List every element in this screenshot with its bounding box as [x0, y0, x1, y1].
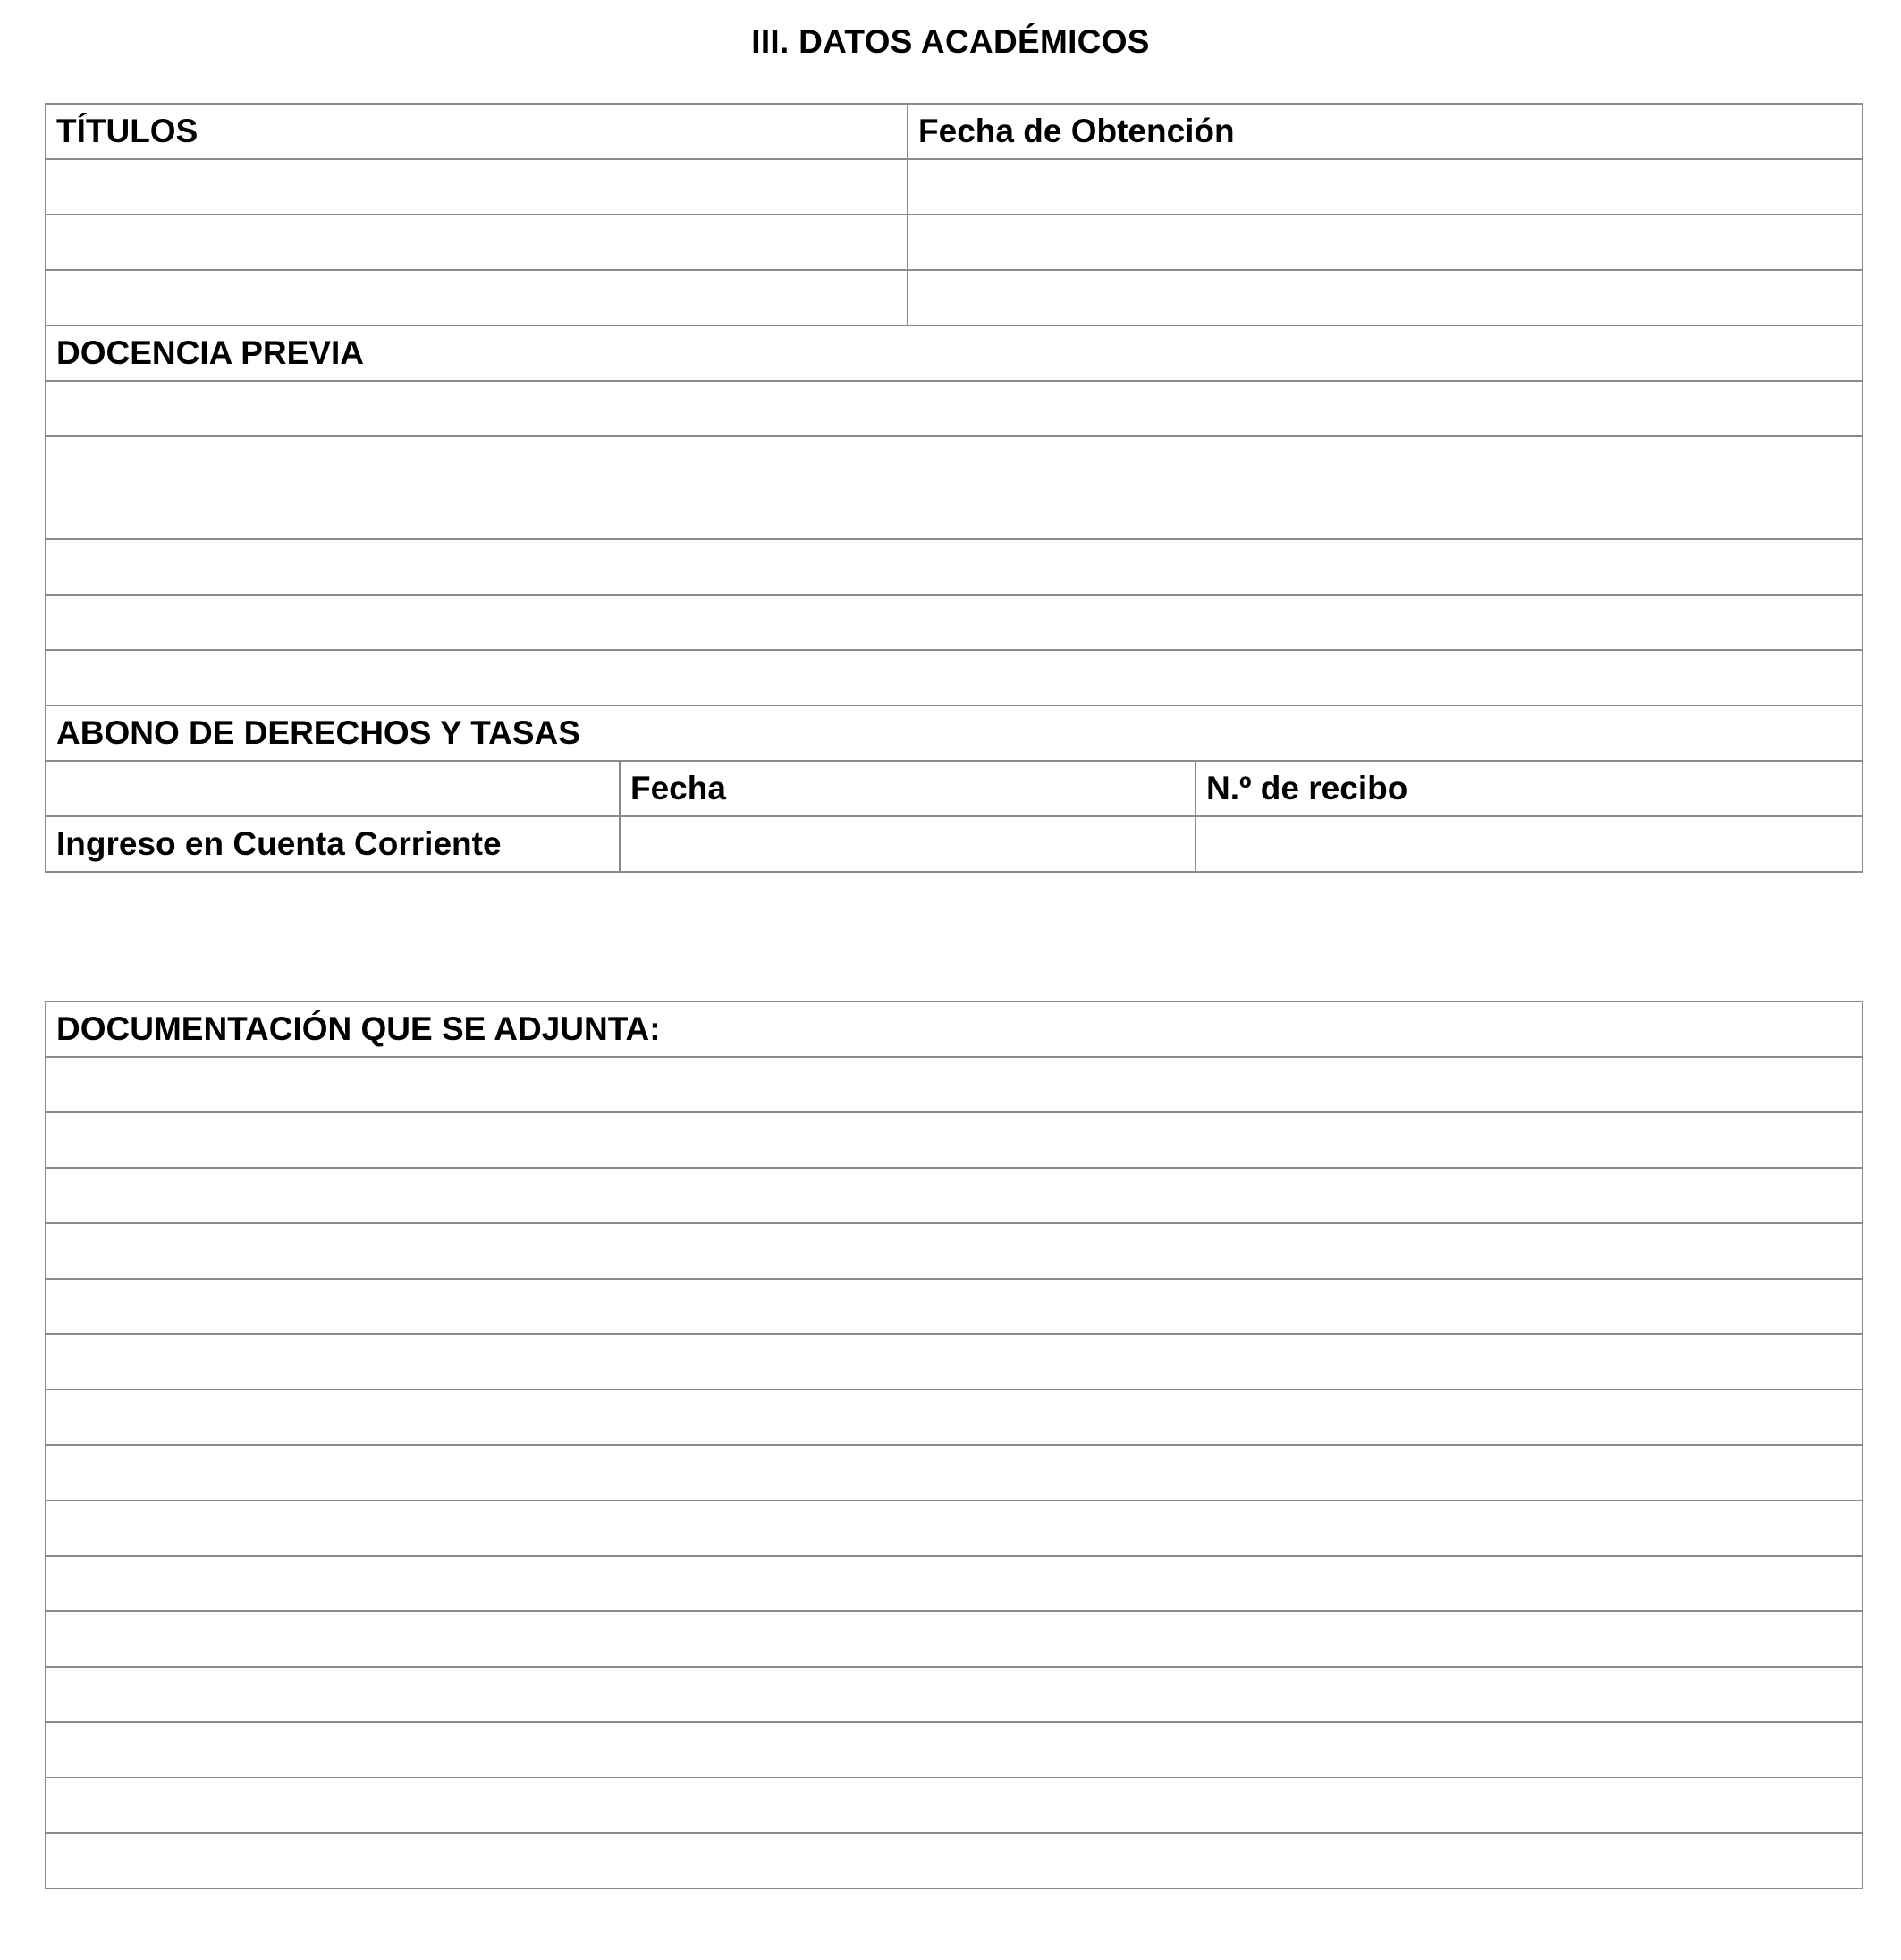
documentation-row [46, 1722, 1863, 1778]
page-title: III. DATOS ACADÉMICOS [751, 23, 1150, 60]
documentation-field[interactable] [46, 1611, 1863, 1667]
docencia-field[interactable] [46, 539, 1863, 595]
fecha-obtencion-header: Fecha de Obtención [908, 104, 1863, 159]
documentation-field[interactable] [46, 1778, 1863, 1833]
titulos-header: TÍTULOS [46, 104, 908, 159]
documentation-field[interactable] [46, 1667, 1863, 1722]
fecha-obtencion-field[interactable] [908, 159, 1863, 215]
docencia-row [46, 595, 1863, 650]
documentation-field[interactable] [46, 1168, 1863, 1223]
docencia-row [46, 436, 1863, 539]
documentation-field[interactable] [46, 1223, 1863, 1279]
documentation-field[interactable] [46, 1445, 1863, 1500]
documentation-row [46, 1611, 1863, 1667]
docencia-header-row [46, 325, 1863, 381]
documentation-row [46, 1057, 1863, 1112]
documentation-row [46, 1279, 1863, 1334]
docencia-field[interactable] [46, 595, 1863, 650]
titulo-field[interactable] [46, 270, 908, 325]
documentation-field[interactable] [46, 1279, 1863, 1334]
documentation-row [46, 1667, 1863, 1722]
academic-data-table [45, 103, 1863, 873]
titulos-header-row [46, 104, 1863, 159]
docencia-previa-header: DOCENCIA PREVIA [46, 325, 1863, 381]
documentation-row [46, 1390, 1863, 1445]
docencia-row [46, 381, 1863, 436]
documentation-header: DOCUMENTACIÓN QUE SE ADJUNTA: [46, 1001, 1863, 1057]
docencia-row [46, 650, 1863, 705]
documentation-row [46, 1556, 1863, 1611]
fecha-obtencion-field[interactable] [908, 215, 1863, 270]
abono-derechos-tasas-header: ABONO DE DERECHOS Y TASAS [46, 705, 1863, 761]
titulo-row [46, 159, 1863, 215]
documentation-field[interactable] [46, 1556, 1863, 1611]
abono-recibo-header: N.º de recibo [1196, 761, 1863, 816]
abono-fecha-header: Fecha [620, 761, 1196, 816]
docencia-field[interactable] [46, 436, 1863, 539]
documentation-field[interactable] [46, 1112, 1863, 1168]
abono-header-row [46, 705, 1863, 761]
documentation-row [46, 1445, 1863, 1500]
documentation-field[interactable] [46, 1500, 1863, 1556]
documentation-field[interactable] [46, 1390, 1863, 1445]
titulo-row [46, 215, 1863, 270]
documentation-row [46, 1778, 1863, 1833]
documentation-row [46, 1833, 1863, 1888]
ingreso-fecha-field[interactable] [620, 816, 1196, 872]
documentation-header-row [46, 1001, 1863, 1057]
documentation-row [46, 1168, 1863, 1223]
abono-blank-header-cell [46, 761, 620, 816]
documentation-field[interactable] [46, 1833, 1863, 1888]
titulo-field[interactable] [46, 215, 908, 270]
titulo-row [46, 270, 1863, 325]
documentation-row [46, 1112, 1863, 1168]
abono-column-headers-row [46, 761, 1863, 816]
ingreso-recibo-field[interactable] [1196, 816, 1863, 872]
docencia-field[interactable] [46, 650, 1863, 705]
documentation-field[interactable] [46, 1334, 1863, 1390]
docencia-field[interactable] [46, 381, 1863, 436]
ingreso-cuenta-corriente-label: Ingreso en Cuenta Corriente [46, 816, 620, 872]
documentation-row [46, 1223, 1863, 1279]
documentation-table [45, 1001, 1863, 1889]
documentation-field[interactable] [46, 1057, 1863, 1112]
docencia-row [46, 539, 1863, 595]
fecha-obtencion-field[interactable] [908, 270, 1863, 325]
ingreso-row [46, 816, 1863, 872]
titulo-field[interactable] [46, 159, 908, 215]
documentation-row [46, 1500, 1863, 1556]
documentation-row [46, 1334, 1863, 1390]
documentation-field[interactable] [46, 1722, 1863, 1778]
